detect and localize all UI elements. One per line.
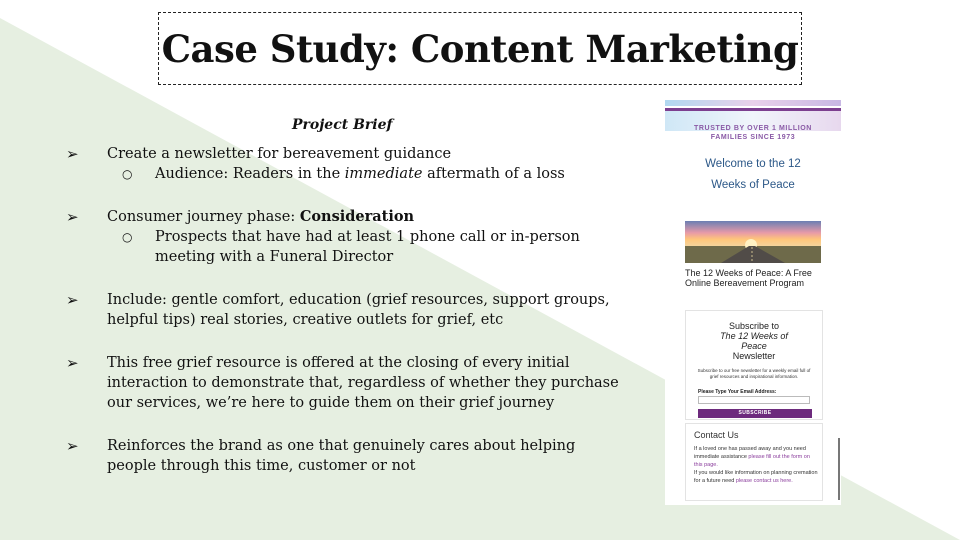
circle-bullet-icon: ○ — [122, 230, 133, 244]
arrow-bullet-icon: ➢ — [66, 208, 79, 226]
subscribe-heading-line: Newsletter — [732, 351, 776, 361]
bullet-text: Reinforces the brand as one that genuinely cares about helping people through this time, customer or not — [107, 438, 576, 474]
sub-bullet-item — [107, 164, 626, 184]
sub-bullet-suffix: aftermath of a loss — [422, 166, 565, 182]
bullet-bold: Consideration — [299, 208, 415, 225]
contact-text-part: If you would like information on planning cremation for a future need — [694, 470, 818, 484]
sub-bullet-prefix: Audience: Readers in the — [155, 166, 345, 182]
arrow-bullet-icon: ➢ — [66, 437, 79, 455]
sub-bullet-item — [107, 227, 626, 267]
bullet-prefix: Consumer journey phase: — [107, 209, 300, 225]
subscribe-heading-line: Subscribe to — [728, 321, 780, 331]
subscribe-description: Subscribe to our free newsletter for a weekly email full of grief resources and inspirational information. — [697, 368, 811, 379]
contact-text-part: If a loved one has passed away and you need immediate assistance — [694, 446, 806, 460]
arrow-bullet-icon: ➢ — [66, 354, 79, 372]
bullet-item — [66, 353, 626, 413]
header-gradient-strip — [665, 100, 841, 106]
trusted-tagline — [665, 124, 841, 142]
sunset-road-image — [685, 221, 821, 263]
contact-us-link[interactable]: please contact us here. — [735, 478, 793, 484]
sub-bullet-text: Prospects that have had at least 1 phone call or in-person meeting with a Funeral Director — [155, 229, 580, 265]
scrollbar[interactable] — [838, 438, 840, 500]
welcome-heading — [665, 154, 841, 196]
circle-bullet-icon: ○ — [122, 167, 133, 181]
bullet-item — [66, 207, 626, 227]
email-label: Please Type Your Email Address: — [698, 389, 777, 395]
arrow-bullet-icon: ➢ — [66, 291, 79, 309]
contact-text — [694, 445, 818, 485]
newsletter-page-screenshot — [665, 100, 841, 505]
welcome-line: Welcome to the 12 — [705, 158, 801, 170]
email-input[interactable] — [698, 396, 810, 404]
trusted-line: FAMILIES SINCE 1973 — [710, 134, 796, 141]
welcome-line: Weeks of Peace — [711, 179, 795, 191]
bullet-list — [66, 144, 626, 476]
title-box — [158, 12, 802, 85]
subscribe-heading — [686, 321, 822, 361]
project-brief-heading: Project Brief — [292, 117, 393, 133]
trusted-line: TRUSTED BY OVER 1 MILLION — [694, 125, 812, 132]
bullet-item — [66, 290, 626, 330]
slide-title: Case Study: Content Marketing — [161, 26, 799, 71]
sub-bullet-emphasis: immediate — [344, 166, 423, 182]
contact-title: Contact Us — [694, 430, 739, 440]
contact-us-box — [685, 423, 823, 501]
bullet-text: This free grief resource is offered at the closing of every initial interaction to demonstrate that, regardless of whether they purchase our services, we’re here to guide them on their grief journey — [107, 355, 619, 411]
bullet-item — [66, 436, 626, 476]
subscribe-button[interactable]: SUBSCRIBE — [698, 409, 812, 418]
subscribe-heading-line: Peace — [741, 341, 767, 351]
bullet-item — [66, 144, 626, 164]
bullet-text: Include: gentle comfort, education (grief resources, support groups, helpful tips) real stories, creative outlets for grief, etc — [107, 292, 610, 328]
contact-form-link[interactable]: please fill out the form on this page. — [694, 454, 810, 468]
subscribe-heading-line: The 12 Weeks of — [720, 331, 788, 341]
arrow-bullet-icon: ➢ — [66, 145, 79, 163]
program-title: The 12 Weeks of Peace: A Free Online Bereavement Program — [685, 268, 812, 288]
subscribe-form — [685, 310, 823, 420]
bullet-text: Create a newsletter for bereavement guidance — [107, 146, 452, 162]
